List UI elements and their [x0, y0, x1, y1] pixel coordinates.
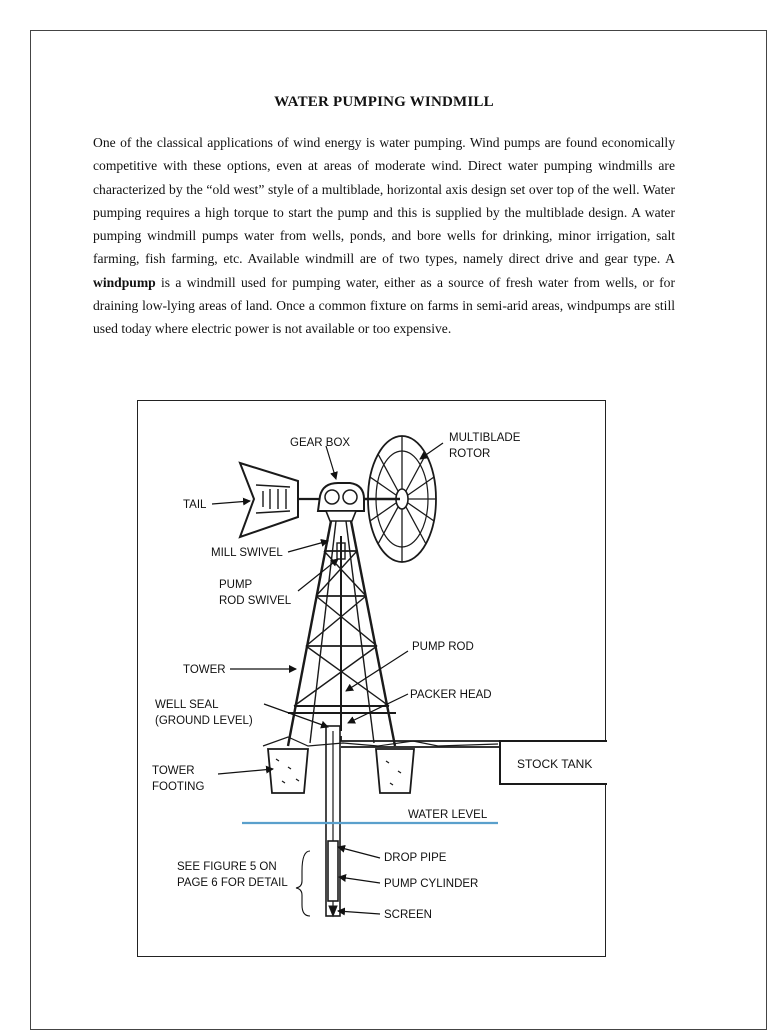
- label-mill-swivel: MILL SWIVEL: [211, 547, 283, 559]
- windmill-diagram: [137, 400, 606, 957]
- label-water-level: WATER LEVEL: [408, 809, 488, 821]
- label-rod-swivel: ROD SWIVEL: [219, 595, 292, 607]
- label-drop-pipe: DROP PIPE: [384, 852, 447, 864]
- label-rotor: ROTOR: [449, 448, 491, 460]
- label-screen: SCREEN: [384, 909, 432, 921]
- body-paragraph: [93, 131, 675, 341]
- label-well-seal: WELL SEAL: [155, 699, 219, 711]
- windmill-diagram-svg: [138, 401, 607, 958]
- label-stock-tank: STOCK TANK: [517, 757, 593, 771]
- pump-cylinder-shape: [328, 841, 338, 901]
- paragraph-text-start: One of the classical applications of wind energy is water pumping. Wind pumps are found economically competitive with these options, even at areas of moderate wind. Direct water pumping windmills are characterized by the “old west” style of a multiblade, horizontal axis design set over top of the well. Water pumping requires a high torque to start the pump and this is supplied by the multiblade design. A water pumping windmill pumps water from wells, ponds, and bore wells for drinking, minor irrigation, salt farming, fish farming, etc. Available windmill are of two types, namely direct drive and gear type. A: [93, 135, 675, 267]
- bold-term-windpump: windpump: [93, 274, 156, 290]
- label-multiblade: MULTIBLADE: [449, 432, 521, 444]
- label-pump: PUMP: [219, 579, 253, 591]
- label-see-figure-2: PAGE 6 FOR DETAIL: [177, 877, 288, 889]
- label-tail: TAIL: [183, 499, 207, 511]
- label-tower-footing-1: TOWER: [152, 765, 195, 777]
- tower-footing-left: [268, 749, 308, 793]
- label-pump-rod: PUMP ROD: [412, 641, 474, 653]
- tower-footing-right: [376, 749, 414, 793]
- label-pump-cylinder: PUMP CYLINDER: [384, 878, 479, 890]
- label-gear-box: GEAR BOX: [290, 437, 351, 449]
- discharge-pipe: [341, 736, 501, 741]
- label-packer-head: PACKER HEAD: [410, 689, 492, 701]
- paragraph-text-end: is a windmill used for pumping water, either as a source of fresh water from wells, or for draining low-lying areas of land. Once a common fixture on farms in semi-arid areas, windpumps are still used today where electric power is not available or too expensive.: [93, 274, 675, 337]
- page-title: WATER PUMPING WINDMILL: [274, 94, 494, 110]
- label-tower-footing-2: FOOTING: [152, 781, 205, 793]
- label-ground-level: (GROUND LEVEL): [155, 715, 253, 727]
- tail-vane: [240, 463, 298, 537]
- label-tower: TOWER: [183, 664, 226, 676]
- label-see-figure-1: SEE FIGURE 5 ON: [177, 861, 277, 873]
